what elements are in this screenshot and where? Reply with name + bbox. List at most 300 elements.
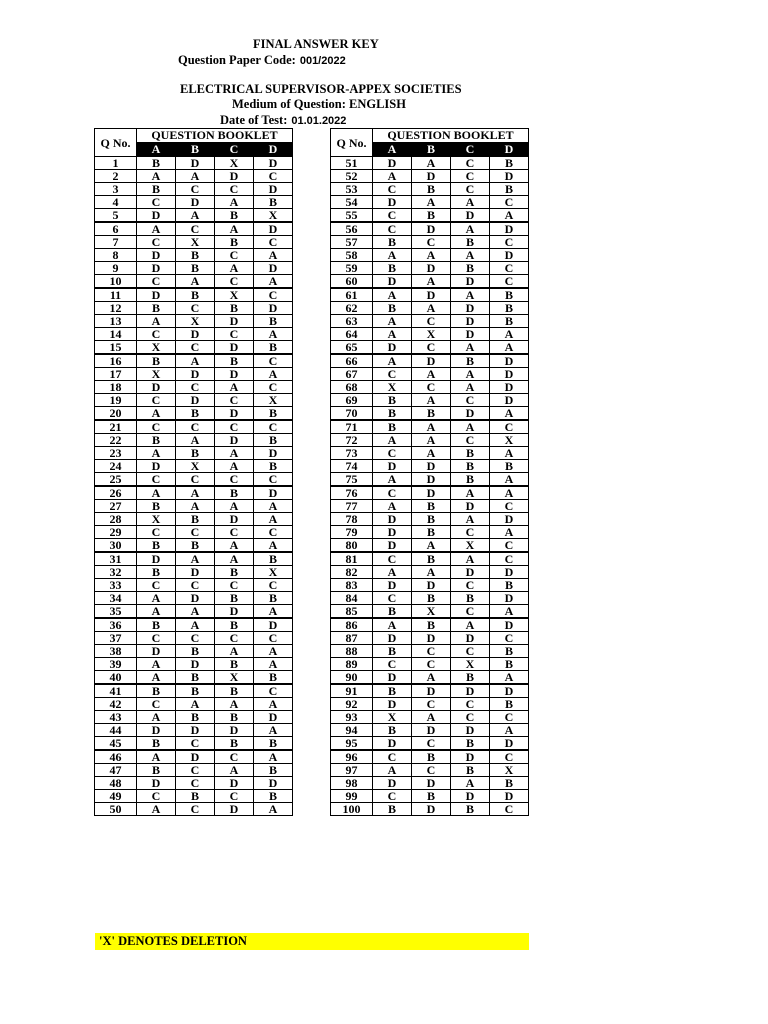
- answer-a-cell: C: [373, 750, 412, 764]
- answer-b-cell: A: [176, 354, 215, 368]
- qno-cell: 17: [95, 368, 137, 381]
- qno-cell: 77: [331, 500, 373, 513]
- answer-d-cell: A: [254, 500, 293, 513]
- qno-cell: 50: [95, 803, 137, 816]
- qno-cell: 88: [331, 645, 373, 658]
- qno-header: Q No.: [95, 129, 137, 157]
- answer-b-cell: D: [412, 170, 451, 183]
- answer-c-cell: A: [215, 196, 254, 209]
- answer-b-cell: C: [412, 698, 451, 711]
- test-date: [220, 113, 346, 128]
- series-a-header: A: [137, 143, 176, 157]
- answer-d-cell: C: [254, 684, 293, 698]
- answer-a-cell: D: [137, 552, 176, 566]
- table-row: [95, 526, 293, 539]
- answer-d-cell: A: [490, 486, 529, 500]
- qno-cell: 39: [95, 658, 137, 671]
- answer-b-cell: A: [176, 618, 215, 632]
- answer-d-cell: D: [254, 618, 293, 632]
- answer-d-cell: B: [490, 183, 529, 196]
- qno-cell: 48: [95, 777, 137, 790]
- answer-c-cell: B: [215, 236, 254, 249]
- answer-c-cell: D: [451, 328, 490, 341]
- answer-d-cell: A: [254, 645, 293, 658]
- table-row: [95, 632, 293, 645]
- table-row: [95, 249, 293, 262]
- qno-cell: 98: [331, 777, 373, 790]
- qno-cell: 95: [331, 737, 373, 751]
- answer-d-cell: A: [254, 803, 293, 816]
- answer-c-cell: D: [451, 632, 490, 645]
- answer-a-cell: B: [373, 407, 412, 421]
- answer-a-cell: C: [373, 552, 412, 566]
- qno-cell: 52: [331, 170, 373, 183]
- answer-b-cell: D: [412, 579, 451, 592]
- table-row: [95, 618, 293, 632]
- answer-a-cell: D: [373, 157, 412, 170]
- answer-a-cell: C: [373, 209, 412, 223]
- table-row: [331, 434, 529, 447]
- answer-c-cell: C: [451, 698, 490, 711]
- table-row: [95, 671, 293, 685]
- answer-b-cell: B: [176, 262, 215, 275]
- table-row: [95, 394, 293, 407]
- answer-d-cell: A: [490, 209, 529, 223]
- answer-a-cell: C: [137, 236, 176, 249]
- qno-cell: 74: [331, 460, 373, 473]
- qno-cell: 40: [95, 671, 137, 685]
- answer-c-cell: A: [451, 618, 490, 632]
- table-row: [331, 170, 529, 183]
- table-row: [95, 434, 293, 447]
- table-row: [95, 222, 293, 236]
- table-row: [331, 328, 529, 341]
- table-row: [95, 381, 293, 394]
- answer-b-cell: C: [412, 645, 451, 658]
- answer-a-cell: B: [137, 354, 176, 368]
- answer-d-cell: B: [490, 698, 529, 711]
- answer-d-cell: D: [254, 157, 293, 170]
- answer-c-cell: B: [451, 592, 490, 605]
- answer-d-cell: C: [490, 552, 529, 566]
- table-row: [95, 262, 293, 275]
- table-row: [95, 698, 293, 711]
- answer-b-cell: A: [412, 394, 451, 407]
- table-row: [95, 183, 293, 196]
- qno-cell: 64: [331, 328, 373, 341]
- answer-d-cell: A: [254, 605, 293, 619]
- answer-b-cell: A: [176, 605, 215, 619]
- answer-a-cell: C: [373, 447, 412, 460]
- answer-d-cell: A: [254, 658, 293, 671]
- table-row: [95, 737, 293, 751]
- answer-d-cell: B: [254, 790, 293, 803]
- answer-b-cell: B: [176, 711, 215, 724]
- answer-b-cell: A: [412, 434, 451, 447]
- table-row: [331, 315, 529, 328]
- table-row: [331, 632, 529, 645]
- answer-b-cell: B: [176, 288, 215, 302]
- answer-c-cell: A: [451, 777, 490, 790]
- answer-a-cell: X: [373, 711, 412, 724]
- table-row: [331, 724, 529, 737]
- table-row: [331, 420, 529, 434]
- table-row: [331, 249, 529, 262]
- answer-a-cell: X: [137, 341, 176, 355]
- answer-a-cell: B: [137, 302, 176, 315]
- answer-b-cell: D: [412, 473, 451, 487]
- table-row: [95, 288, 293, 302]
- table-row: [95, 354, 293, 368]
- answer-c-cell: X: [451, 658, 490, 671]
- answer-a-cell: D: [373, 579, 412, 592]
- answer-c-cell: B: [451, 737, 490, 751]
- answer-b-cell: C: [412, 381, 451, 394]
- answer-d-cell: C: [490, 500, 529, 513]
- table-row: [95, 420, 293, 434]
- qno-cell: 31: [95, 552, 137, 566]
- answer-c-cell: A: [451, 341, 490, 355]
- answer-d-cell: A: [254, 750, 293, 764]
- qno-cell: 7: [95, 236, 137, 249]
- answer-b-cell: B: [412, 183, 451, 196]
- answer-a-cell: D: [373, 275, 412, 289]
- table-row: [331, 473, 529, 487]
- qno-cell: 81: [331, 552, 373, 566]
- answer-c-cell: C: [215, 328, 254, 341]
- table-row: [331, 552, 529, 566]
- answer-d-cell: D: [490, 790, 529, 803]
- qno-cell: 37: [95, 632, 137, 645]
- answer-d-cell: A: [490, 605, 529, 619]
- table-row: [95, 170, 293, 183]
- qno-cell: 58: [331, 249, 373, 262]
- answer-b-cell: C: [176, 183, 215, 196]
- qno-cell: 97: [331, 764, 373, 777]
- answer-c-cell: B: [451, 803, 490, 816]
- answer-d-cell: C: [254, 579, 293, 592]
- answer-d-cell: A: [254, 698, 293, 711]
- table-row: [95, 764, 293, 777]
- answer-d-cell: X: [254, 209, 293, 223]
- table-row: [95, 658, 293, 671]
- qno-cell: 22: [95, 434, 137, 447]
- qno-cell: 65: [331, 341, 373, 355]
- answer-d-cell: D: [490, 381, 529, 394]
- answer-a-cell: A: [137, 605, 176, 619]
- qno-cell: 61: [331, 288, 373, 302]
- answer-c-cell: D: [215, 368, 254, 381]
- table-row: [95, 552, 293, 566]
- qno-cell: 54: [331, 196, 373, 209]
- table-row: [331, 236, 529, 249]
- answer-d-cell: C: [490, 236, 529, 249]
- answer-b-cell: D: [176, 196, 215, 209]
- table-row: [331, 539, 529, 553]
- qno-cell: 93: [331, 711, 373, 724]
- table-row: [331, 526, 529, 539]
- table-row: [331, 671, 529, 685]
- answer-a-cell: B: [137, 737, 176, 751]
- answer-d-cell: C: [254, 420, 293, 434]
- answer-c-cell: C: [451, 526, 490, 539]
- answer-a-cell: C: [137, 632, 176, 645]
- answer-c-cell: C: [215, 394, 254, 407]
- qno-cell: 76: [331, 486, 373, 500]
- qno-cell: 23: [95, 447, 137, 460]
- answer-c-cell: A: [451, 368, 490, 381]
- qno-cell: 49: [95, 790, 137, 803]
- table-row: [331, 460, 529, 473]
- table-row: [331, 605, 529, 619]
- answer-a-cell: A: [373, 566, 412, 579]
- answer-d-cell: D: [254, 262, 293, 275]
- answer-a-cell: C: [137, 579, 176, 592]
- qno-cell: 51: [331, 157, 373, 170]
- answer-d-cell: X: [254, 394, 293, 407]
- answer-c-cell: A: [451, 513, 490, 526]
- answer-d-cell: C: [254, 632, 293, 645]
- answer-b-cell: B: [176, 539, 215, 553]
- answer-b-cell: B: [412, 552, 451, 566]
- answer-a-cell: B: [373, 724, 412, 737]
- answer-a-cell: B: [137, 618, 176, 632]
- answer-c-cell: C: [451, 183, 490, 196]
- table-row: [331, 566, 529, 579]
- qno-cell: 27: [95, 500, 137, 513]
- answer-a-cell: C: [373, 183, 412, 196]
- qno-cell: 32: [95, 566, 137, 579]
- answer-d-cell: C: [254, 170, 293, 183]
- table-row: [331, 275, 529, 289]
- answer-a-cell: B: [373, 394, 412, 407]
- answer-d-cell: A: [490, 328, 529, 341]
- answer-c-cell: B: [451, 262, 490, 275]
- answer-d-cell: D: [254, 222, 293, 236]
- qno-cell: 28: [95, 513, 137, 526]
- answer-c-cell: C: [451, 645, 490, 658]
- answer-b-cell: A: [176, 434, 215, 447]
- answer-d-cell: C: [490, 196, 529, 209]
- answer-b-cell: A: [176, 209, 215, 223]
- answer-a-cell: D: [137, 724, 176, 737]
- answer-b-cell: B: [412, 592, 451, 605]
- answer-c-cell: A: [451, 420, 490, 434]
- answer-c-cell: B: [215, 354, 254, 368]
- answer-d-cell: A: [490, 447, 529, 460]
- qno-cell: 75: [331, 473, 373, 487]
- answer-b-cell: B: [176, 447, 215, 460]
- qno-cell: 47: [95, 764, 137, 777]
- table-row: [331, 486, 529, 500]
- table-row: [95, 341, 293, 355]
- answer-c-cell: A: [451, 552, 490, 566]
- table-row: [95, 315, 293, 328]
- table-row: [331, 777, 529, 790]
- table-row: [331, 302, 529, 315]
- table-row: [331, 750, 529, 764]
- answer-b-cell: D: [176, 394, 215, 407]
- answer-d-cell: C: [254, 354, 293, 368]
- answer-a-cell: B: [137, 684, 176, 698]
- table-row: [331, 222, 529, 236]
- answer-b-cell: D: [412, 460, 451, 473]
- answer-a-cell: A: [137, 658, 176, 671]
- answer-c-cell: X: [215, 157, 254, 170]
- qno-cell: 69: [331, 394, 373, 407]
- table-row: [331, 196, 529, 209]
- answer-b-cell: X: [176, 460, 215, 473]
- answer-b-cell: C: [176, 777, 215, 790]
- answer-c-cell: X: [215, 671, 254, 685]
- answer-d-cell: C: [490, 803, 529, 816]
- answer-a-cell: D: [137, 777, 176, 790]
- answer-a-cell: A: [373, 473, 412, 487]
- left-table-body: [95, 157, 293, 816]
- answer-c-cell: C: [215, 473, 254, 487]
- qno-cell: 87: [331, 632, 373, 645]
- table-row: [95, 473, 293, 487]
- answer-c-cell: D: [215, 407, 254, 421]
- table-row: [331, 368, 529, 381]
- answer-a-cell: D: [373, 196, 412, 209]
- page-title: FINAL ANSWER KEY: [253, 37, 379, 51]
- table-row: [331, 183, 529, 196]
- answer-b-cell: A: [176, 698, 215, 711]
- answer-c-cell: A: [215, 645, 254, 658]
- answer-a-cell: A: [137, 711, 176, 724]
- table-row: [331, 803, 529, 816]
- code-value: 001/2022: [299, 55, 346, 67]
- answer-c-cell: D: [451, 302, 490, 315]
- answer-b-cell: A: [412, 368, 451, 381]
- answer-a-cell: A: [373, 315, 412, 328]
- answer-d-cell: X: [490, 764, 529, 777]
- answer-a-cell: A: [373, 764, 412, 777]
- answer-c-cell: A: [215, 222, 254, 236]
- booklet-header: QUESTION BOOKLET: [137, 129, 293, 143]
- answer-b-cell: X: [412, 328, 451, 341]
- answer-d-cell: D: [490, 354, 529, 368]
- table-row: [331, 262, 529, 275]
- answer-a-cell: D: [137, 381, 176, 394]
- answer-a-cell: D: [373, 737, 412, 751]
- answer-d-cell: B: [254, 671, 293, 685]
- qno-cell: 85: [331, 605, 373, 619]
- table-row: [95, 777, 293, 790]
- qno-cell: 35: [95, 605, 137, 619]
- qno-cell: 36: [95, 618, 137, 632]
- table-row: [95, 605, 293, 619]
- answer-a-cell: A: [373, 249, 412, 262]
- answer-d-cell: D: [490, 684, 529, 698]
- answer-d-cell: B: [254, 407, 293, 421]
- answer-a-cell: C: [137, 196, 176, 209]
- answer-d-cell: B: [490, 460, 529, 473]
- answer-b-cell: A: [412, 275, 451, 289]
- answer-d-cell: C: [490, 262, 529, 275]
- answer-d-cell: A: [490, 341, 529, 355]
- answer-d-cell: B: [254, 460, 293, 473]
- answer-b-cell: A: [412, 302, 451, 315]
- table-row: [331, 447, 529, 460]
- answer-c-cell: A: [451, 222, 490, 236]
- table-row: [95, 368, 293, 381]
- answer-d-cell: C: [490, 711, 529, 724]
- answer-b-cell: B: [176, 407, 215, 421]
- answer-b-cell: C: [176, 222, 215, 236]
- table-row: [95, 645, 293, 658]
- qno-cell: 11: [95, 288, 137, 302]
- qno-cell: 100: [331, 803, 373, 816]
- answer-c-cell: C: [451, 394, 490, 407]
- qno-cell: 25: [95, 473, 137, 487]
- answer-d-cell: D: [254, 183, 293, 196]
- answer-b-cell: B: [176, 513, 215, 526]
- answer-c-cell: C: [451, 605, 490, 619]
- answer-b-cell: C: [176, 737, 215, 751]
- answer-c-cell: B: [215, 684, 254, 698]
- answer-b-cell: A: [412, 420, 451, 434]
- answer-d-cell: C: [254, 526, 293, 539]
- qno-cell: 89: [331, 658, 373, 671]
- answer-d-cell: A: [254, 328, 293, 341]
- table-row: [95, 302, 293, 315]
- answer-c-cell: B: [451, 764, 490, 777]
- table-row: [95, 196, 293, 209]
- answer-d-cell: X: [254, 566, 293, 579]
- answer-d-cell: D: [490, 566, 529, 579]
- table-row: [95, 157, 293, 170]
- qno-cell: 34: [95, 592, 137, 605]
- answer-d-cell: D: [490, 170, 529, 183]
- qno-cell: 55: [331, 209, 373, 223]
- answer-d-cell: C: [490, 539, 529, 553]
- answer-c-cell: D: [451, 750, 490, 764]
- answer-c-cell: B: [215, 658, 254, 671]
- table-row: [95, 486, 293, 500]
- table-row: [95, 711, 293, 724]
- answer-b-cell: B: [176, 684, 215, 698]
- answer-b-cell: D: [412, 777, 451, 790]
- answer-b-cell: C: [176, 302, 215, 315]
- qno-cell: 57: [331, 236, 373, 249]
- answer-a-cell: B: [373, 605, 412, 619]
- qno-cell: 19: [95, 394, 137, 407]
- qno-cell: 41: [95, 684, 137, 698]
- answer-a-cell: C: [137, 790, 176, 803]
- answer-c-cell: C: [451, 579, 490, 592]
- answer-d-cell: A: [254, 368, 293, 381]
- answer-b-cell: A: [176, 170, 215, 183]
- answer-c-cell: C: [451, 434, 490, 447]
- answer-c-cell: X: [451, 539, 490, 553]
- answer-c-cell: D: [451, 315, 490, 328]
- qno-cell: 4: [95, 196, 137, 209]
- answer-d-cell: D: [490, 592, 529, 605]
- answer-b-cell: B: [412, 500, 451, 513]
- answer-d-cell: B: [490, 658, 529, 671]
- booklet-header: QUESTION BOOKLET: [373, 129, 529, 143]
- qno-cell: 96: [331, 750, 373, 764]
- answer-d-cell: B: [490, 288, 529, 302]
- qno-cell: 53: [331, 183, 373, 196]
- answer-b-cell: A: [412, 249, 451, 262]
- qno-cell: 45: [95, 737, 137, 751]
- answer-b-cell: C: [412, 315, 451, 328]
- answer-d-cell: B: [254, 341, 293, 355]
- answer-b-cell: A: [412, 711, 451, 724]
